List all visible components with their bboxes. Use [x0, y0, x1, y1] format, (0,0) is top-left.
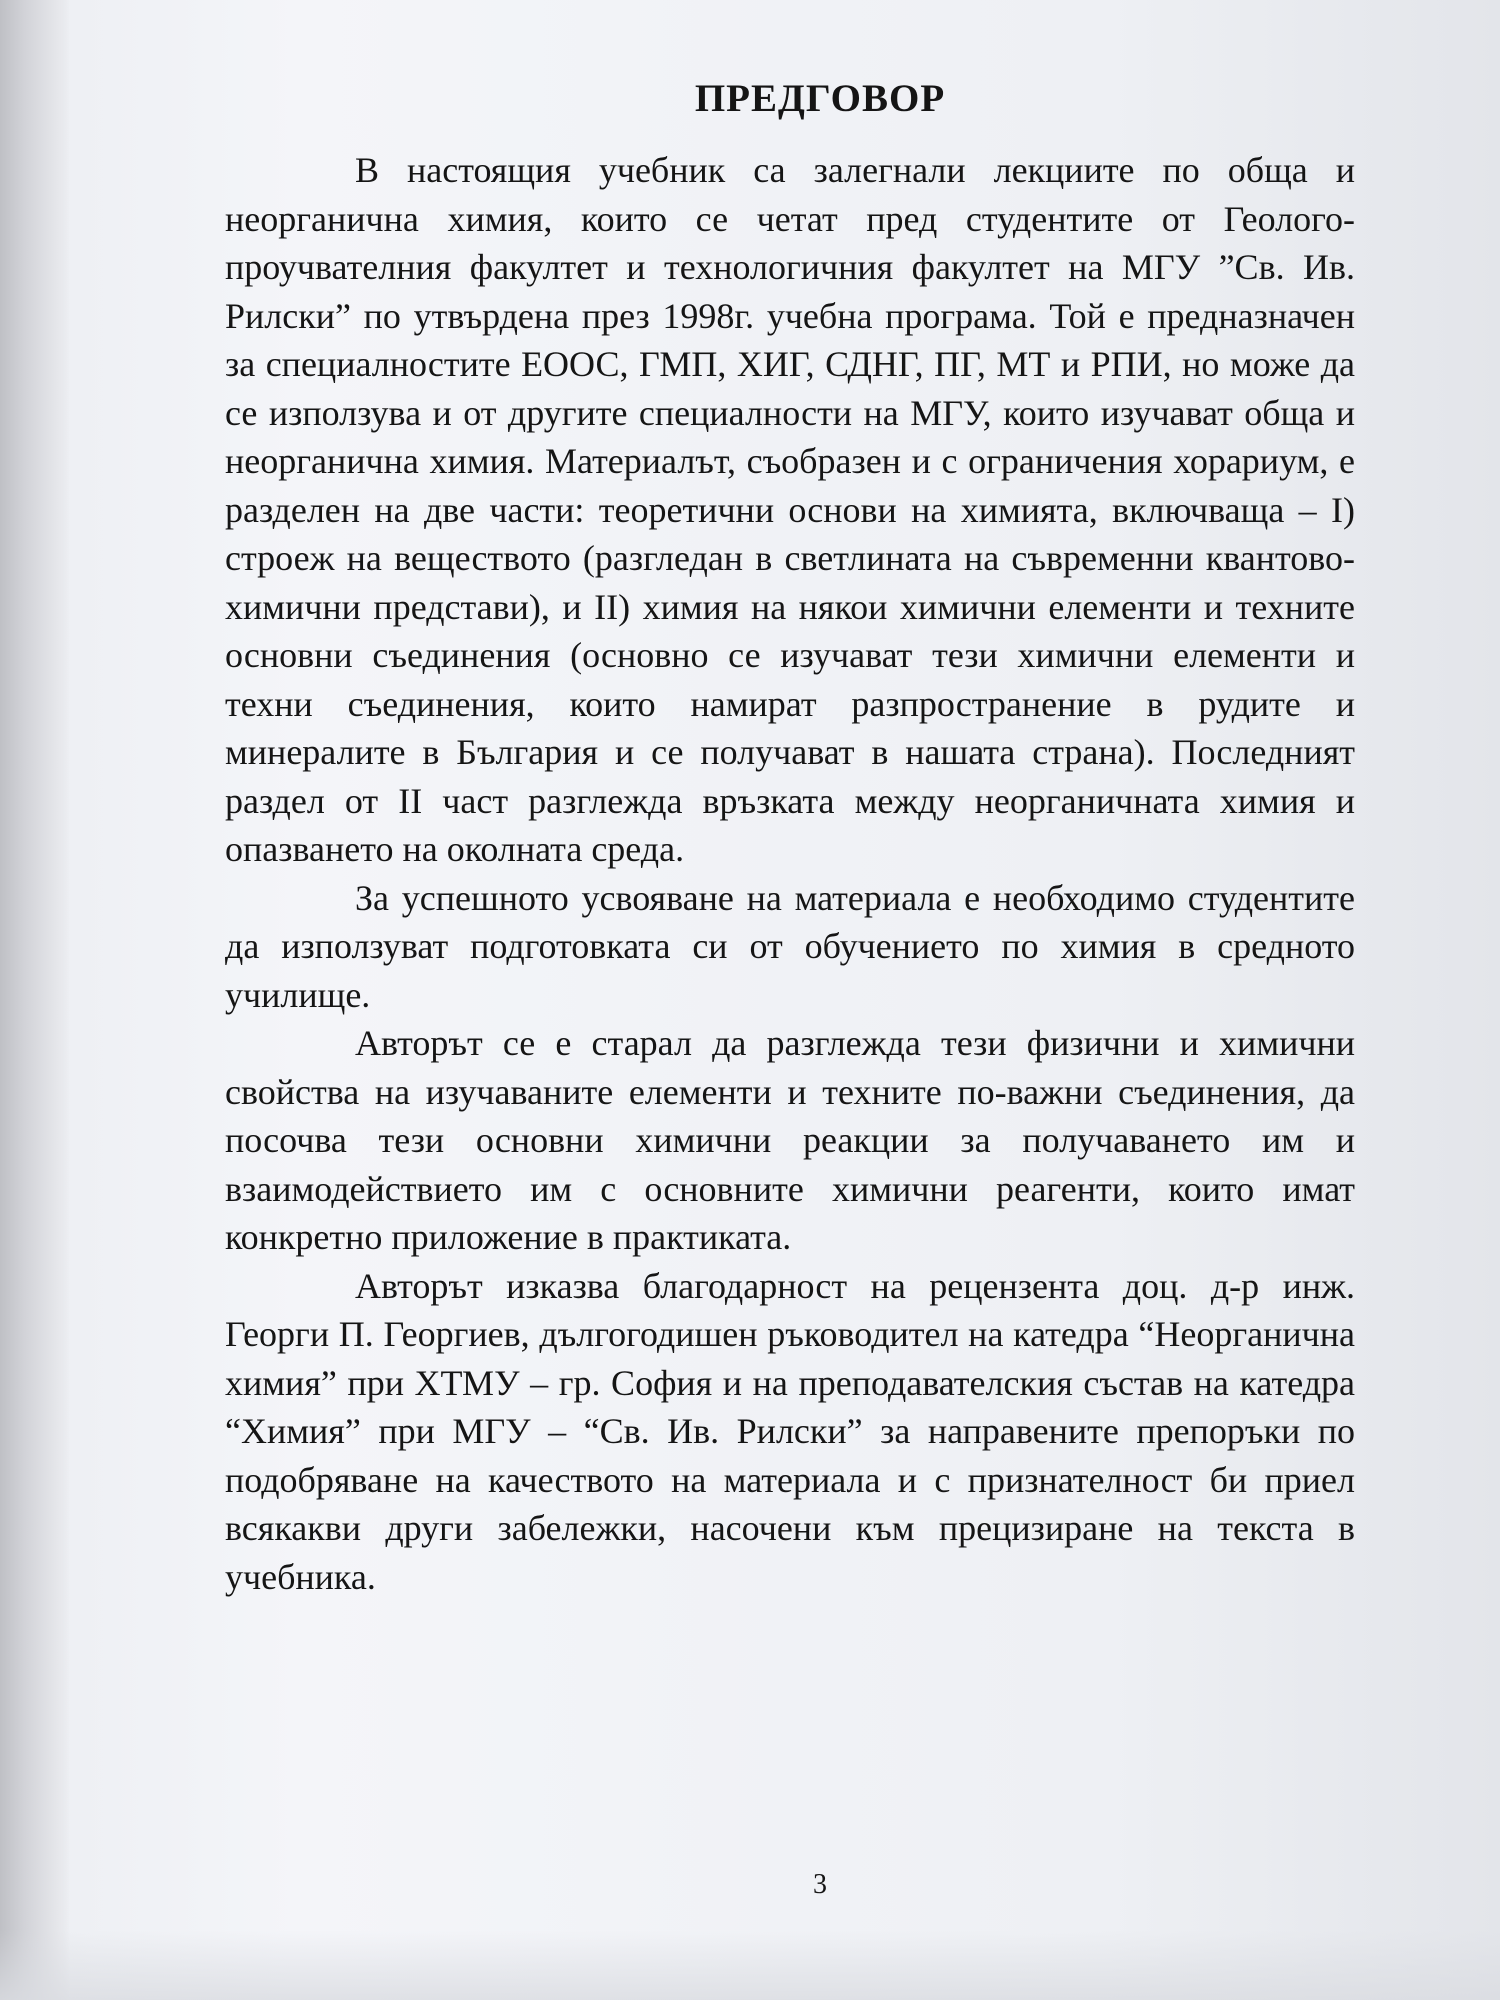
- book-binding-shadow: [0, 0, 70, 2000]
- preface-paragraph-4: Авторът изказва благодарност на рецензента доц. д-р инж. Георги П. Георгиев, дългогодишен ръководител на катедра “Неорганична химия” при ХТМУ – гр. София и на преподавателския състав на катедра “Химия” при МГУ – “Св. Ив. Рилски” за направените препоръки по подобряване на качеството на материала и с признателност би приел всякакви други забележки, насочени към прецизиране на текста в учебника.: [225, 1265, 1355, 1597]
- preface-paragraph-3: Авторът се е старал да разглежда тези физични и химични свойства на изучаваните елементи и техните по-важни съединения, да посочва тези основни химични реакции за получаването им и взаимодействието им с основните химични реагенти, които имат конкретно приложение в практиката.: [225, 1023, 1355, 1257]
- page-title: ПРЕДГОВОР: [694, 77, 946, 120]
- preface-paragraph-1: В настоящия учебник са залегнали лекциите по обща и неорганична химия, които се четат пред студентите от Геолого-проучвателния факултет и технологичния факултет на МГУ ”Св. Ив. Рилски” по утвърдена през 1998г. учебна програма. Той е предназначен за специалностите ЕООС, ГМП, ХИГ, СДНГ, ПГ, МТ и РПИ, но може да се използува и от другите специалности на МГУ, които изучават обща и неорганична химия. Материалът, съобразен и с ограничения хорариум, е разделен на две части: теоретични основи на химията, включваща – I) строеж на веществото (разгледан в светлината на съвременни квантово-химични представи), и II) химия на някои химични елементи и техните основни съединения (основно се изучават тези химични елементи и техни съединения, които намират разпространение в рудите и минералите в България и се получават в нашата страна). Последният раздел от II част разглежда връзката между неорганичната химия и опазването на околната среда.: [225, 150, 1355, 869]
- page-bottom-shadow: [0, 1930, 1500, 2000]
- page-content: [225, 70, 1355, 1910]
- page-number: 3: [813, 1869, 827, 1900]
- preface-paragraph-2: За успешното усвояване на материала е необходимо студентите да използуват подготовката си от обучението по химия в средното училище.: [225, 877, 1355, 1015]
